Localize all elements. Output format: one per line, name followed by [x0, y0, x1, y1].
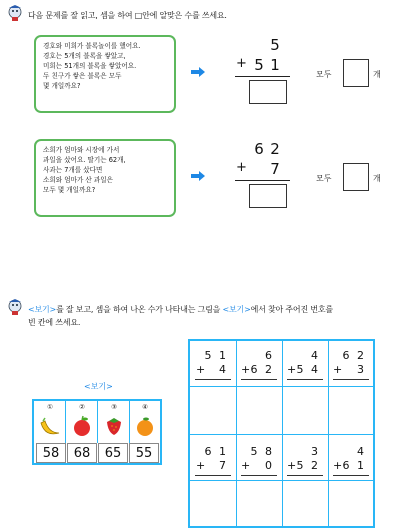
bogi-title: <보기>: [84, 382, 113, 391]
problem2-line: 모두 몇 개일까요?: [43, 186, 96, 194]
plus-sign: +: [241, 459, 251, 472]
sum-line: [195, 475, 231, 476]
problem1-line: 몇 개일까요?: [43, 82, 81, 90]
problem1-bottom-digit: 1: [270, 56, 280, 74]
sum-line: [235, 180, 290, 181]
apple-icon: [72, 415, 92, 437]
answer-grid: [188, 339, 375, 528]
problem1-box: [34, 35, 176, 113]
plus-sign: +: [236, 56, 247, 71]
sum-line: [195, 379, 231, 380]
plus-sign: +: [236, 160, 247, 175]
grid-problem-top: 4: [311, 349, 320, 362]
answer-box[interactable]: [249, 184, 287, 208]
orange-icon: [135, 415, 155, 437]
plus-sign: +: [196, 459, 206, 472]
grid-problem-bottom: 4: [219, 363, 228, 376]
instruction-text: 를 잘 보고, 셈을 하여 나온 수가 나타내는 그림을: [56, 305, 223, 314]
grid-problem-bottom: 3: [357, 363, 366, 376]
answer-cell[interactable]: [283, 482, 327, 526]
total-answer-box[interactable]: [343, 163, 369, 191]
arrow-right-icon: [191, 67, 205, 77]
grid-problem-top: 3: [311, 445, 320, 458]
fruit-number: ③: [111, 403, 117, 411]
fruit-number: ①: [47, 403, 53, 411]
section2-instruction-line2: 빈 칸에 쓰세요.: [28, 318, 81, 327]
plus-sign: +: [333, 459, 343, 472]
plus-sign: +: [196, 363, 206, 376]
grid-problem-top: 4: [357, 445, 366, 458]
grid-problem-top: 5 8: [250, 445, 274, 458]
fruit-value: 68: [67, 443, 97, 463]
problem1-bottom-digit: 5: [254, 56, 264, 74]
section2-instruction: [28, 304, 333, 316]
grid-problem-bottom: 5 2: [296, 459, 320, 472]
sum-line: [241, 379, 277, 380]
problem2-bottom-digit: 7: [270, 160, 280, 178]
plus-sign: +: [287, 459, 297, 472]
problem1-line: 경호와 미희가 블록놀이를 했어요.: [43, 42, 141, 50]
problem1-top-digit: 5: [270, 36, 280, 54]
grid-problem-top: 6 2: [342, 349, 366, 362]
sum-line: [235, 76, 290, 77]
fruit-value: 55: [129, 443, 159, 463]
section1-instruction: 다음 문제를 잘 읽고, 셈을 하여 □안에 알맞은 수를 쓰세요.: [28, 11, 227, 20]
grid-problem-bottom: 0: [265, 459, 274, 472]
bogi-table: [32, 399, 162, 465]
grid-divider: [190, 480, 373, 481]
total-answer-box[interactable]: [343, 59, 369, 87]
answer-cell[interactable]: [329, 482, 373, 526]
total-label: 모두: [316, 174, 332, 183]
grid-problem-bottom: 6 2: [250, 363, 274, 376]
instruction-text: 에서 찾아 주어진 번호를: [250, 305, 333, 314]
grid-problem-top: 6 1: [204, 445, 228, 458]
answer-cell[interactable]: [237, 388, 281, 433]
bogi-ref: <보기>: [28, 305, 57, 314]
answer-cell[interactable]: [283, 388, 327, 433]
fruit-number: ④: [142, 403, 148, 411]
answer-cell[interactable]: [191, 482, 235, 526]
mascot-icon: [6, 298, 24, 316]
problem2-line: 과일을 샀어요. 딸기는 62개,: [43, 156, 126, 164]
bogi-ref: <보기>: [222, 305, 251, 314]
fruit-value: 65: [98, 443, 128, 463]
grid-divider: [190, 434, 373, 435]
fruit-cell: [98, 401, 130, 443]
grid-problem-top: 6: [265, 349, 274, 362]
mascot-icon: [6, 4, 24, 22]
plus-sign: +: [287, 363, 297, 376]
plus-sign: +: [241, 363, 251, 376]
fruit-value: 58: [36, 443, 66, 463]
grid-problem-bottom: 7: [219, 459, 228, 472]
answer-cell[interactable]: [191, 388, 235, 433]
problem2-top-digit: 6: [254, 140, 264, 158]
grid-problem-bottom: 5 4: [296, 363, 320, 376]
arrow-right-icon: [191, 171, 205, 181]
unit-label: 개: [373, 70, 381, 79]
problem1-line: 경호는 5개의 블록을 쌓았고,: [43, 52, 126, 60]
plus-sign: +: [333, 363, 343, 376]
problem2-box: [34, 139, 176, 217]
sum-line: [287, 379, 323, 380]
unit-label: 개: [373, 174, 381, 183]
fruit-cell: [34, 401, 66, 443]
sum-line: [241, 475, 277, 476]
fruit-cell: [130, 401, 160, 443]
sum-line: [287, 475, 323, 476]
problem2-line: 소희와 엄마가 산 과일은: [43, 176, 113, 184]
sum-line: [333, 379, 369, 380]
sum-line: [333, 475, 369, 476]
answer-box[interactable]: [249, 80, 287, 104]
answer-cell[interactable]: [329, 388, 373, 433]
grid-problem-bottom: 6 1: [342, 459, 366, 472]
problem2-line: 소희가 엄마와 시장에 가서: [43, 146, 120, 154]
strawberry-icon: [105, 416, 123, 436]
total-label: 모두: [316, 70, 332, 79]
grid-divider: [190, 386, 373, 387]
problem2-top-digit: 2: [270, 140, 280, 158]
problem1-line: 두 친구가 쌓은 블록은 모두: [43, 72, 122, 80]
answer-cell[interactable]: [237, 482, 281, 526]
fruit-cell: [66, 401, 98, 443]
grid-problem-top: 5 1: [204, 349, 228, 362]
fruit-number: ②: [79, 403, 85, 411]
banana-icon: [39, 415, 61, 439]
problem1-line: 미희는 51개의 블록을 쌓았어요.: [43, 62, 137, 70]
problem2-line: 사과는 7개를 샀다면: [43, 166, 103, 174]
